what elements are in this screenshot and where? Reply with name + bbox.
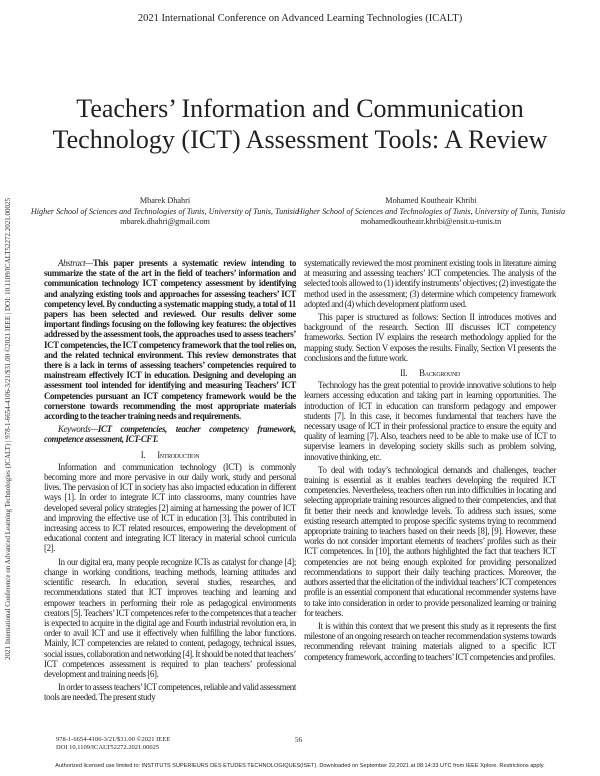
abstract-text: This paper presents a systematic review intending to summarize the state of the art in the field of teachers’ information and communication technology ICT competency assessment by identifying and analyzing existing tools and approaches for assessing teachers’ ICT competency level. By conducting a systematic mapping study, a total of 11 papers has been selected and reviewed. Our results deliver some important findings focusing on the following key features: the objectives addressed by the assessment tools, the approaches used to assess teachers’ ICT competencies, the ICT competency framework that the tool relies on, and the related technical environment. This review demonstrates that there is a lack in terms of assessing teachers’ competencies required to mainstream effectively ICT in education. Designing and developing an assessment tool intended for identifying and measuring Teachers’ ICT Competencies pursuant an ICT competency framework would be the cornerstone towards recommending the most appropriate materials according to the teacher training needs and requirements.: [44, 258, 296, 422]
paper-title: Teachers’ Information and Communication Technology (ICT) Assessment Tools: A Review: [52, 94, 548, 154]
isbn: 978-1-6654-4106-3/21/$31.00 ©2021 IEEE: [56, 736, 171, 743]
paragraph: This paper is structured as follows: Section II introduces motives and background of the research. Section III discusses ICT competency frameworks. Section IV explains the research methodology applied for the mapping study. Section V exposes the results. Finally, Section VI presents the conclusions and the future work.: [304, 312, 556, 363]
author-block-1: [30, 196, 300, 227]
section-number: I.: [140, 449, 146, 460]
keywords-label: Keywords—: [58, 424, 98, 435]
conference-header: 2021 International Conference on Advanced Learning Technologies (ICALT): [137, 13, 463, 24]
paragraph: In our digital era, many people recognize ICTs as catalyst for change [4]; change in working conditions, teaching methods, learning attitudes and scientific research. In education, several studies, researches, and recommendations stated that ICT improves teaching and learning and empower teachers in performing their role as pedagogical environments creators [5]. Teachers’ ICT competences refer to the competences that a teacher is expected to acquire in the digital age and Fourth industrial revolution era, in order to avail ICT and use it effectively when fulfilling the labor functions. Mainly, ICT competencies are related to content, pedagogy, technical issues, social issues, collaboration and networking [4]. It should be noted that teachers’ ICT competences assessment is required to plan teachers’ professional development and training needs [6].: [44, 556, 296, 679]
left-column: [44, 258, 296, 706]
paragraph: In order to assess teachers’ ICT competences, reliable and valid assessment tools are needed. The present study: [44, 682, 296, 703]
section-heading-introduction: [44, 450, 296, 460]
section-heading-background: [304, 368, 556, 378]
keywords: [44, 424, 296, 444]
author-email[interactable]: mbarek.dhahri@gmail.com: [120, 217, 210, 226]
paragraph: Information and communication technology (ICT) is commonly becoming more and more pervasive in our daily work, study and personal lives. The pervasion of ICT in society has also impacted education in different ways [1]. In order to integrate ICT into classrooms, many countries have developed several policy strategies [2] aiming at harnessing the power of ICT and improving the effective use of ICT in education [3]. This contributed in increasing access to ICT related resources, empowering the development of educational content and integrating ICT literacy in material school curricula [2].: [44, 461, 296, 554]
footer-ids: [56, 736, 170, 752]
license-notice: Authorized licensed use limited to: INSTITUTS SUPERIEURS DES ETUDES TECHNOLOGIQUES(ISET). Downloaded on September 22,2021 at 08:14:33 UTC from IEEE Xplore. Restrictions apply.: [55, 763, 545, 769]
section-number: II.: [400, 368, 408, 379]
page-number: 56: [295, 736, 302, 744]
paragraph: It is within this context that we present this study as it represents the first milestone of an ongoing research on teacher recommendation systems towards recommending relevant training materials aligned to a specific ICT competency framework, according to teachers’ ICT competencies and profiles.: [304, 620, 556, 662]
keywords-text: ICT competencies, teacher competency framework, competence assessment, ICT-CFT.: [44, 424, 296, 445]
section-title: Introduction: [157, 449, 200, 460]
section-title: Background: [419, 368, 460, 379]
paragraph: Technology has the great potential to provide innovative solutions to help learners accessing education and taking part in learning opportunities. The introduction of ICT in education can transform pedagogy and empower students [7]. In this case, it becomes fundamental that teachers have the necessary usage of ICT in their professional practice to ensure the equity and quality of learning [7]. Also, teachers need to be able to make use of ICT to supervise learners in developing society skills such as problem solving, innovative thinking, etc.: [304, 380, 556, 462]
author-name: Mohamed Koutheair Khribi: [385, 196, 477, 205]
paragraph: systematically reviewed the most prominent existing tools in literature aiming at measuring and assessing teachers’ ICT competencies. The analysis of the selected tools allowed to (1) identify instruments’ objectives; (2) investigate the method used in the assessment; (3) determine which competency framework adopted and (4) which development platform used.: [304, 258, 556, 309]
doi: DOI 10.1109/ICALT52272.2021.00025: [56, 744, 160, 751]
abstract: [44, 258, 296, 421]
abstract-label: Abstract—: [58, 258, 93, 268]
paragraph: To deal with today’s technological demands and challenges, teacher training is essential as it enables teachers developing the required ICT competencies. Nevertheless, teachers often run into difficulties in locating and selecting appropriate training resources aligned to their competencies, and that fit better their needs and knowledge levels. To address such issues, some existing research attempted to propose specific systems trying to recommend appropriate training to teachers based on their needs [8], [9]. However, these works do not consider important elements of teachers’ profiles such as their ICT competences. In [10], the authors highlighted the fact that teachers ICT competencies are not being enough exploited for providing personalized recommendations to support their daily teaching practices. Moreover, the authors asserted that the elicitation of the individual teachers’ ICT competences profile is an essential component that educational recommender systems have to take into consideration in order to provide personalized learning or training for teachers.: [304, 464, 556, 618]
author-block-2: [296, 196, 566, 227]
author-name: Mbarek Dhahri: [139, 196, 191, 205]
side-banner: 2021 International Conference on Advanced Learning Technologies (ICALT) | 978-1-6654-4106-3/21/$31.00 ©2021 IEEE | DOI: 10.1109/ICALT52272.2021.00025: [4, 197, 12, 660]
author-affiliation: Higher School of Sciences and Technologies of Tunis, University of Tunis, Tunisia: [30, 207, 300, 216]
author-affiliation: Higher School of Sciences and Technologies of Tunis, University of Tunis, Tunisia: [296, 207, 566, 216]
author-email[interactable]: mohamedkoutheair.khribi@ensit.u-tunis.tn: [360, 217, 502, 226]
right-column: [304, 258, 556, 665]
